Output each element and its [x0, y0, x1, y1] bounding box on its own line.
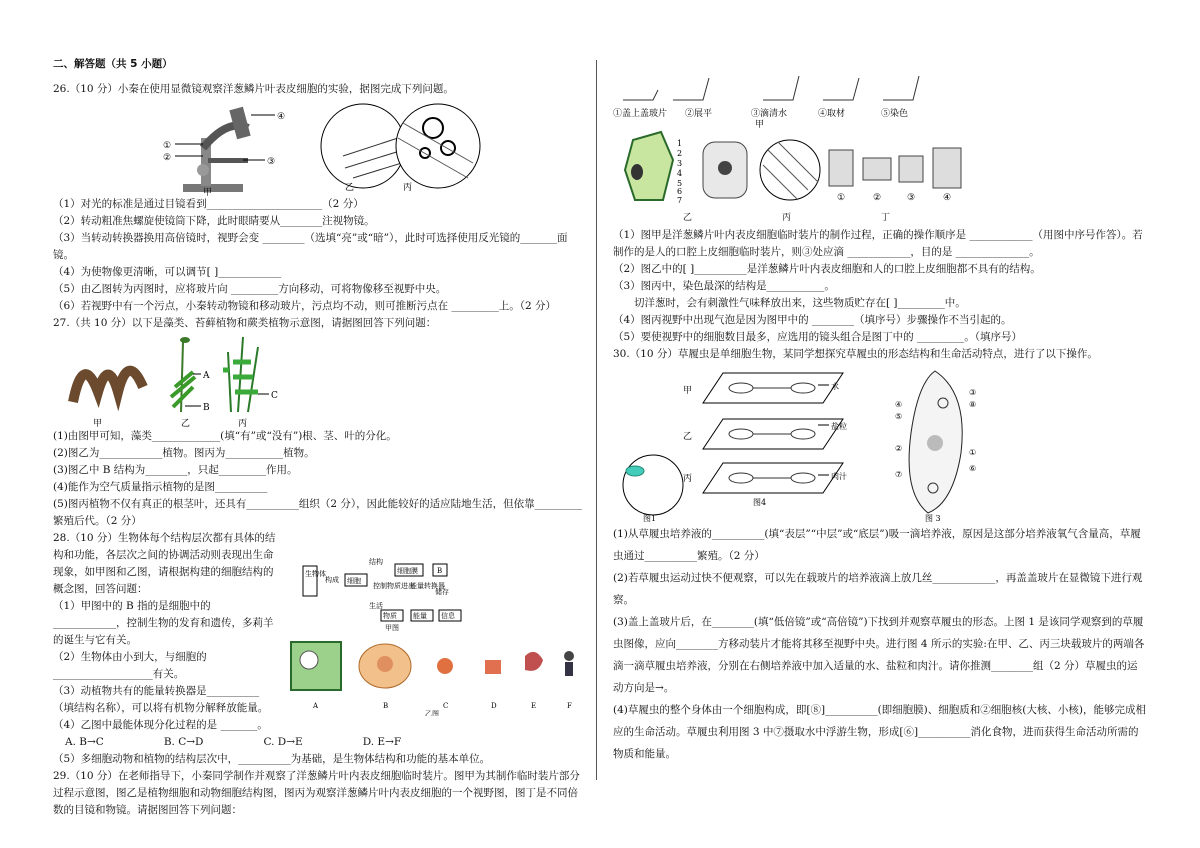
p-label-2: ② [895, 444, 903, 453]
q30-item-3: (3)盖上盖玻片后，在________(填“低倍镜”或“高倍镜”)下找到并观察草履虫的形态。上图 1 是该同学观察到的草履虫图像，应向________方移动装片才能将其移至视野中央。进行图 4 所示的实验:在甲、乙、丙三块载玻片的两端各滴一滴草履虫培养液，分别在右侧培养液中加入适量的水、盐粒和肉汁。请你推测________组（2 分）草履虫的运动方向是→。 [613, 616, 1145, 694]
num-7: 7 [677, 196, 683, 205]
num-1: 1 [677, 139, 683, 148]
p-label-6: ⑥ [969, 464, 977, 473]
field-of-view-bing [396, 104, 480, 188]
animal-cell-icon [359, 644, 411, 688]
q27-item-4: (4)能作为空气质量指示植物的是图__________ [53, 481, 268, 493]
left-column [53, 56, 588, 819]
step-2-label: ②展平 [685, 109, 713, 119]
concept-node-store: 储存 [435, 588, 449, 596]
concept-map [303, 557, 461, 632]
plants-figure [53, 332, 588, 428]
q30-stem: 30.（10 分）草履虫是单细胞生物，某同学想探究草履虫的形态结构和生命活动特点，进行了以下操作。 [613, 348, 1098, 360]
p-label-3: ③ [969, 388, 977, 397]
concept-node-information: 信息 [441, 612, 455, 620]
lens-3: ③ [907, 193, 916, 203]
p-label-1: ① [969, 448, 977, 457]
p-label-8: ⑧ [969, 400, 977, 409]
column-divider [596, 60, 597, 780]
fern-icon [223, 337, 258, 412]
slide-jia-icon [703, 373, 843, 403]
label-fig3: 图 3 [925, 514, 941, 523]
paramecium-icon [909, 371, 962, 513]
q26-item-3: （3）当转动转换器换用高倍镜时，视野会变 ________（选填“亮”或“暗”），此时可选择使用反光镜的_______面镜。 [53, 232, 568, 261]
animal-cell-diagram [703, 142, 747, 198]
section-title: 二、解答题（共 5 小题） [53, 58, 173, 70]
label-broth: 肉汁 [831, 472, 847, 481]
onion-view-icon [760, 140, 820, 200]
q26-label-1: ① [163, 141, 172, 151]
q28-item-2: （2）生物体由小到大，与细胞的___________________有关。 [53, 651, 207, 680]
q28-item-5: （5）多细胞动物和植物的结构层次中，__________为基础，是生物体结构和功能的基本单位。 [53, 753, 491, 765]
q29-stem: 29.（10 分）在老师指导下，小秦同学制作并观察了洋葱鳞片叶内表皮细胞临时装片。图甲为其制作临时装片部分过程示意图，图乙是植物细胞和动物细胞结构图，图丙为观察洋葱鳞片叶内表皮细胞的一个视野图，图丁是不同倍数的目镜和物镜。请据图回答下列问题： [53, 770, 580, 816]
slide-bing-icon [703, 463, 843, 493]
tissue-letter-B: B [383, 702, 389, 710]
lens-1: ① [837, 193, 846, 203]
figure-caption-yi: 乙图 [425, 710, 439, 716]
q28-option-d[interactable]: D. E→F [362, 736, 402, 748]
q28-figure [285, 556, 585, 716]
p-label-7: ⑦ [895, 470, 903, 479]
q27-caption-jia: 甲 [93, 419, 103, 428]
num-6: 6 [677, 187, 683, 196]
caption-yi: 乙 [683, 213, 693, 223]
q29-item-3b: 切洋葱时，会有刺激性气味释放出来，这些物质贮存在[ ]_________中。 [634, 297, 966, 309]
q26-item-4: （4）为使物像更清晰，可以调节[ ]____________ [53, 266, 282, 278]
q28-text [53, 598, 278, 734]
step-3-label: ③滴清水 [751, 109, 788, 119]
q29-captions [683, 210, 1148, 227]
label-salt: 盐粒 [831, 422, 847, 431]
tissue-letter-A: A [313, 702, 319, 710]
concept-node-life: 生活 [369, 602, 383, 610]
q28-item-4: （4）乙图中最能体现分化过程的是 _______。 [53, 719, 268, 731]
q28-options [65, 734, 588, 751]
label-fig1: 图1 [643, 514, 657, 523]
slide-yi-icon [703, 419, 843, 449]
q29-item-2: （2）图乙中的[ ]__________是洋葱鳞片叶内表皮细胞和人的口腔上皮细胞都不具有的结构。 [613, 263, 1041, 275]
concept-node-transport: 控制物质进出 [373, 582, 415, 590]
label-bing: 丙 [683, 474, 693, 484]
q27-item-1: (1)由图甲可知，藻类_____________(填“有”或“没有”)根、茎、叶的分化。 [53, 430, 397, 442]
q30-item-2: (2)若草履虫运动过快不便观察，可以先在载玻片的培养液滴上放几丝____________，再盖盖玻片在显微镜下进行观察。 [613, 572, 1143, 606]
q27-label-B: B [203, 403, 210, 413]
plant-cell-icon [291, 642, 341, 690]
microscope-figure [53, 98, 588, 196]
concept-node-matter: 物质 [383, 612, 397, 620]
q30-item-4: (4)草履虫的整个身体由一个细胞构成，即[⑧]__________(即细胞膜)、细胞质和②细胞核(大核、小核)，能够完成相应的生命活动。草履虫利用图 3 中⑦摄取水中浮游生物，形成[⑥]__________消化食物，进而获得生命活动所需的物质和能量。 [613, 704, 1146, 760]
moss-icon [171, 337, 195, 412]
microscope-icon [183, 107, 251, 192]
q26-caption-yi: 乙 [345, 183, 355, 193]
q29-item-1: （1）图甲是洋葱鳞片叶内表皮细胞临时装片的制作过程，正确的操作顺序是 ____________（用图中序号作答）。若制作的是人的口腔上皮细胞临时装片，则③处应滴 ____________，目的是 ______________。 [613, 229, 1143, 258]
field-of-view-yi [321, 104, 405, 188]
step-1-label: ①盖上盖玻片 [613, 109, 668, 119]
q27-item-5: (5)图丙植物不仅有真正的根茎叶，还具有__________组织（2 分），因此能较好的适应陆地生活，但依靠_________繁殖后代。（2 分） [53, 498, 582, 527]
q28-option-c[interactable]: C. D→E [263, 736, 303, 748]
tissue-letter-D: D [491, 702, 497, 710]
lens-icons [829, 148, 961, 188]
algae-icon [73, 371, 143, 402]
q26-stem: 26.（10 分）小秦在使用显微镜观察洋葱鳞片叶表皮细胞的实验，据图完成下列问题。 [53, 83, 454, 95]
plant-cell-diagram [625, 132, 673, 200]
caption-ding: 丁 [881, 213, 891, 223]
concept-node-energy-converter: 能量转换器 [410, 582, 445, 590]
q26-item-1: （1）对光的标准是通过目镜看到______________________（2 分） [53, 198, 364, 210]
lens-2: ② [873, 193, 882, 203]
num-2: 2 [677, 149, 683, 158]
step-icons [623, 76, 919, 100]
q27-label-A: A [203, 371, 210, 381]
concept-node-cell: 细胞 [347, 577, 361, 585]
q27-item-2: (2)图乙为____________植物。图丙为___________植物。 [53, 447, 315, 459]
tissue-letter-F: F [567, 702, 572, 710]
step-5-label: ⑤染色 [881, 109, 909, 119]
q27-stem: 27.（共 10 分）以下是藻类、苔藓植物和蕨类植物示意图，请据图回答下列问题： [53, 317, 437, 329]
q29-figure [613, 60, 1148, 210]
q27-item-3: (3)图乙中 B 结构为________，只起_________作用。 [53, 464, 298, 476]
q27-label-C: C [271, 391, 278, 401]
concept-caption: 甲图 [385, 624, 399, 632]
concept-node-membrane: 细胞膜 [397, 567, 418, 575]
q26-item-2: （2）转动粗准焦螺旋使镜筒下降，此时眼睛要从________注视物镜。 [53, 215, 375, 227]
paramecium-figure [613, 363, 1148, 523]
q28-option-a[interactable]: A. B→C [65, 736, 104, 748]
slide-steps-figure [613, 60, 1148, 210]
lens-4: ④ [943, 193, 952, 203]
label-water: 水 [831, 382, 839, 391]
concept-node-organism: 生物体 [305, 570, 326, 578]
q26-item-5: （5）由乙图转为丙图时，应将玻片向 _________方向移动，可将物像移至视野中央。 [53, 283, 447, 295]
label-fig4: 图4 [753, 498, 767, 507]
cell-number-labels [677, 139, 682, 205]
q28-item-1: （1）甲图中的 B 指的是细胞中的____________，控制生物的发育和遗传，多莉羊的诞生与它有关。 [53, 600, 274, 646]
tissue-letter-C: C [443, 702, 449, 710]
q28-stem: 28.（10 分）生物体每个结构层次都有具体的结构和功能，各层次之间的协调活动则表现出生命现象，如甲图和乙图，请根据构建的细胞结构的概念图，回答问题： [53, 532, 276, 595]
caption-bing: 丙 [782, 213, 792, 223]
q27-caption-bing: 丙 [238, 419, 248, 428]
tissue-letter-E: E [531, 702, 537, 710]
step-3-caption: 甲 [755, 120, 765, 130]
num-3: 3 [677, 159, 683, 168]
q26-caption-bing: 丙 [403, 183, 413, 193]
q26-item-6: （6）若视野中有一个污点，小秦转动物镜和移动玻片，污点均不动，则可推断污点在 _________上。（2 分） [53, 300, 557, 312]
num-4: 4 [677, 169, 683, 178]
p-label-4: ④ [895, 400, 903, 409]
q29-item-5: （5）要使视野中的细胞数目最多，应选用的镜头组合是图丁中的 _________。（填序号） [613, 331, 1023, 343]
concept-edge-compose: 构成 [325, 576, 339, 584]
p-label-5: ⑤ [895, 412, 903, 421]
q29-item-4: （4）图丙视野中出现气泡是因为图甲中的 ________（填序号）步骤操作不当引起的。 [613, 314, 1012, 326]
q26-caption-jia: 甲 [203, 188, 213, 196]
q30-figure [613, 363, 1148, 523]
q27-caption-yi: 乙 [181, 419, 191, 428]
concept-node-energy: 能量 [413, 612, 427, 620]
label-jia: 甲 [683, 386, 693, 396]
tissue-icons [437, 651, 574, 676]
q26-label-4: ④ [277, 112, 286, 122]
q28-option-b[interactable]: B. C→D [163, 736, 204, 748]
step-4-label: ④取材 [818, 109, 846, 119]
q26-label-3: ③ [267, 157, 276, 167]
num-5: 5 [677, 179, 683, 188]
label-yi: 乙 [683, 432, 693, 442]
q30-item-1: (1)从草履虫培养液的__________(填“表层”“中层”或“底层”)吸一滴培养液，原因是这部分培养液氧气含量高，草履虫通过__________繁殖。（2 分） [613, 528, 1141, 562]
right-column [613, 60, 1148, 765]
q29-item-3: （3）图丙中，染色最深的结构是___________。 [613, 280, 835, 292]
view-circle-icon [623, 455, 683, 515]
q27-figure [53, 332, 588, 428]
q30-items [613, 523, 1148, 765]
q26-label-2: ② [163, 153, 172, 163]
q28-item-3: （3）动植物共有的能量转换器是__________（填结构名称），可以将有机物分解释放能量。 [53, 685, 269, 714]
q26-figure [53, 98, 588, 196]
concept-node-structure: 结构 [369, 558, 383, 566]
concept-node-b: B [437, 567, 443, 575]
